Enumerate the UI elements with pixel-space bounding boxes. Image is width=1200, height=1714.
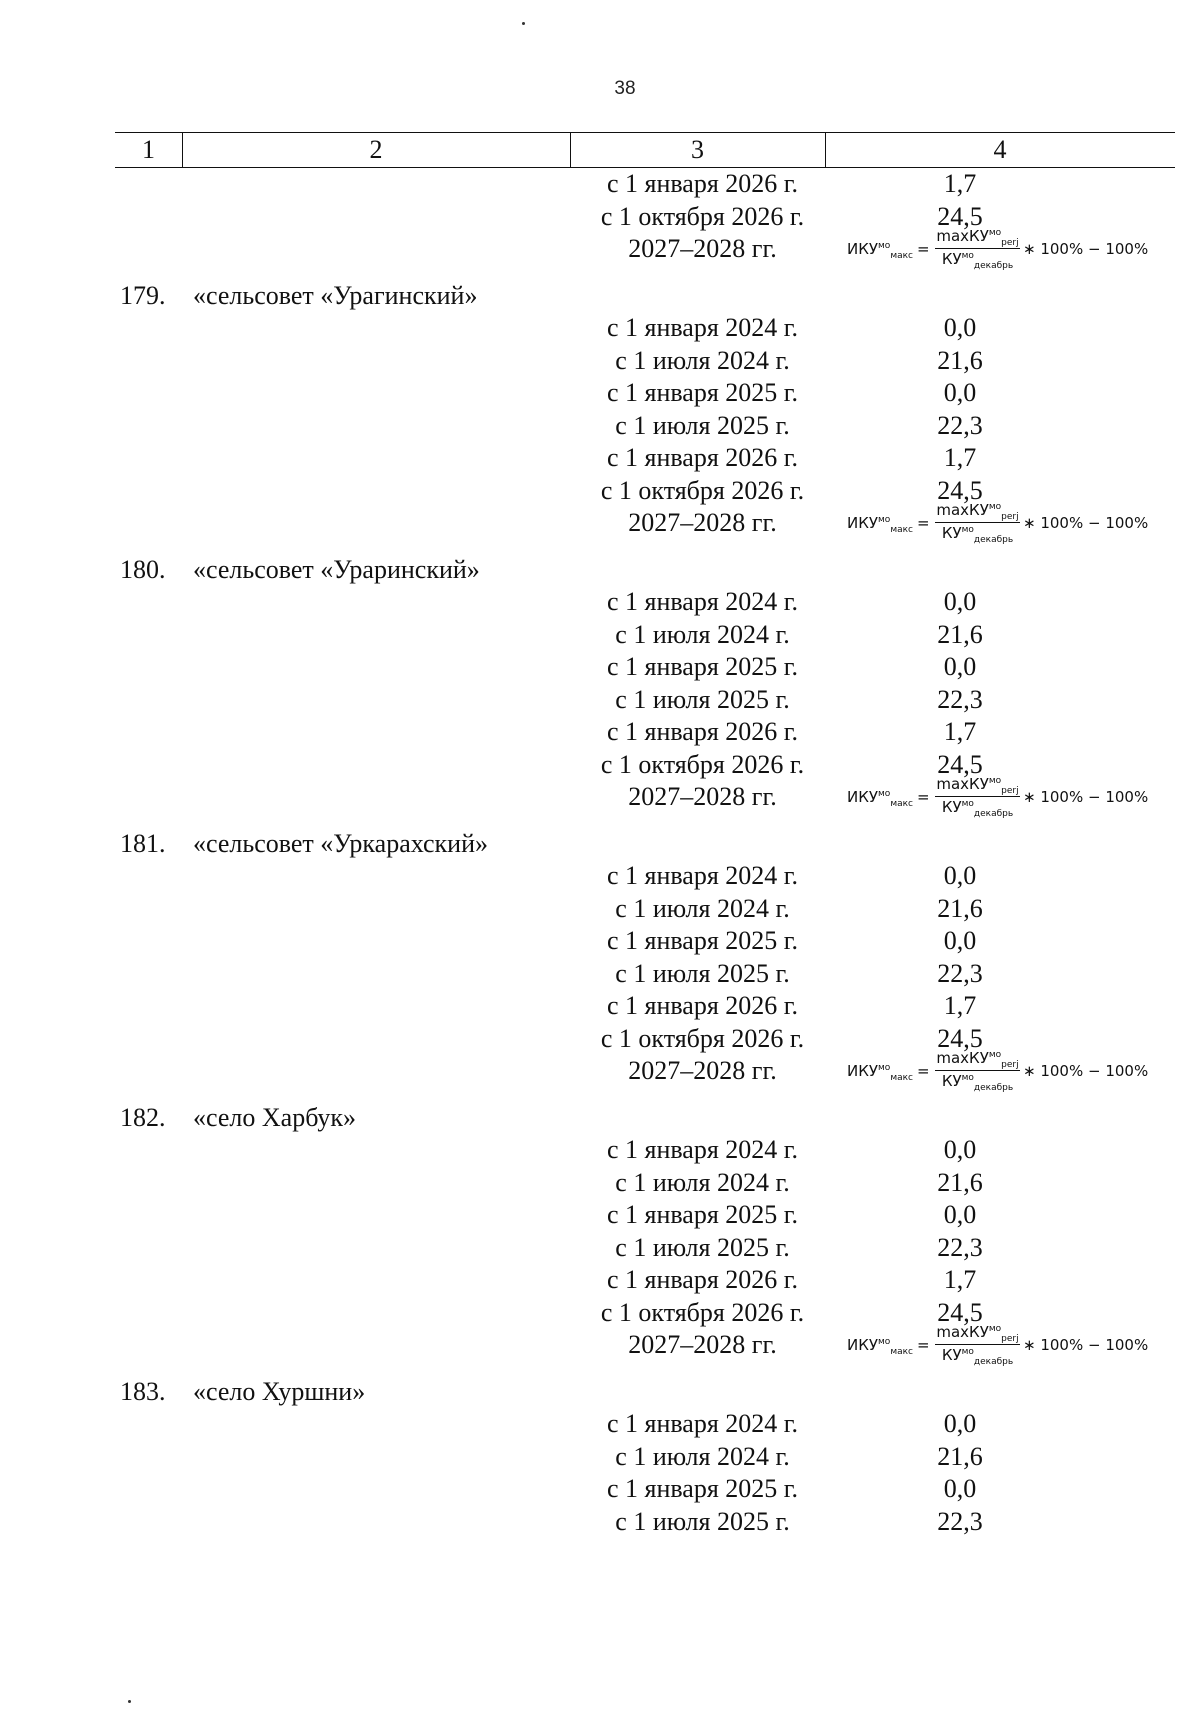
formula-tail: ∗ 100% − 100% — [1023, 240, 1149, 258]
formula-lhs-sub: макс — [890, 251, 914, 261]
formula-num-main: maxКУ — [936, 775, 989, 793]
period-date: с 1 января 2025 г. — [606, 652, 799, 681]
period-date: с 1 июля 2025 г. — [615, 410, 790, 440]
formula-den-sup: мо — [961, 1073, 974, 1083]
formula-denominator — [935, 1346, 1020, 1368]
period-date: с 1 июля 2025 г. — [615, 684, 790, 714]
period-value: 22,3 — [937, 1506, 983, 1536]
period-date: с 1 июля 2025 г. — [615, 958, 790, 988]
header-top-border — [115, 132, 1175, 133]
formula-lhs-sub: макс — [890, 799, 914, 809]
period-value: 0,0 — [943, 926, 977, 955]
period-date: с 1 октября 2026 г. — [600, 201, 805, 231]
formula-equals: = — [917, 514, 930, 532]
period-value: 1,7 — [943, 717, 977, 746]
formula-lhs-sup: мо — [878, 515, 891, 525]
formula-num-sub: perj — [1001, 512, 1019, 522]
period-date: с 1 июля 2024 г. — [615, 893, 790, 923]
formula-num-sup: мо — [988, 1324, 1002, 1334]
period-date: с 1 июля 2024 г. — [615, 1441, 790, 1471]
period-value: 21,6 — [937, 1167, 983, 1197]
period-date: с 1 июля 2024 г. — [615, 345, 790, 375]
entry-number: 182. — [120, 1102, 166, 1132]
formula-lhs — [847, 788, 914, 809]
formula-num-sup: мо — [988, 776, 1002, 786]
formula-numerator — [935, 1047, 1020, 1069]
formula-numerator — [935, 773, 1020, 795]
formula-lhs — [847, 514, 914, 535]
formula-num-sub: perj — [1001, 1334, 1019, 1344]
formula-ikumaks — [847, 225, 1147, 275]
period-value: 1,7 — [943, 991, 977, 1020]
period-value: 0,0 — [943, 378, 977, 407]
formula-ikumaks — [847, 1047, 1147, 1097]
period-value: 0,0 — [943, 652, 977, 681]
formula-lhs-sup: мо — [878, 789, 891, 799]
formula-lhs-sup: мо — [878, 1337, 891, 1347]
formula-tail: ∗ 100% − 100% — [1023, 1062, 1149, 1080]
period-value: 21,6 — [937, 893, 983, 923]
period-date: с 1 октября 2026 г. — [600, 749, 805, 779]
period-date: с 1 января 2025 г. — [606, 926, 799, 955]
formula-equals: = — [917, 788, 930, 806]
page-number: 38 — [614, 78, 636, 99]
formula-numerator — [935, 225, 1020, 247]
period-date: с 1 октября 2026 г. — [600, 475, 805, 505]
formula-den-main: КУ — [941, 524, 962, 542]
formula-lhs-main: ИКУ — [847, 1062, 879, 1080]
formula-equals: = — [917, 1336, 930, 1354]
formula-ikumaks — [847, 1321, 1147, 1371]
entry-name: «сельсовет «Ураринский» — [193, 554, 480, 584]
formula-den-sub: декабрь — [973, 535, 1014, 545]
period-value: 1,7 — [943, 169, 977, 198]
formula-lhs-sub: макс — [890, 525, 914, 535]
period-date: с 1 января 2026 г. — [606, 717, 799, 746]
formula-lhs-sup: мо — [878, 1063, 891, 1073]
formula-equals: = — [917, 240, 930, 258]
period-date: с 1 января 2024 г. — [606, 587, 799, 616]
formula-fraction — [935, 1321, 1020, 1368]
header-col-4: 4 — [993, 135, 1007, 164]
formula-num-main: maxКУ — [936, 1049, 989, 1067]
formula-equals: = — [917, 1062, 930, 1080]
period-date: с 1 января 2025 г. — [606, 1474, 799, 1503]
formula-fraction-bar — [935, 1344, 1020, 1345]
formula-denominator — [935, 524, 1020, 546]
formula-den-sup: мо — [961, 251, 974, 261]
period-date: с 1 января 2024 г. — [606, 1409, 799, 1438]
formula-denominator — [935, 250, 1020, 272]
period-date: 2027–2028 гг. — [628, 782, 777, 811]
period-date: с 1 января 2026 г. — [606, 443, 799, 472]
formula-num-sup: мо — [988, 1050, 1002, 1060]
formula-num-sub: perj — [1001, 1060, 1019, 1070]
period-value: 0,0 — [943, 587, 977, 616]
period-date: с 1 января 2025 г. — [606, 378, 799, 407]
formula-num-main: maxКУ — [936, 227, 989, 245]
formula-tail: ∗ 100% − 100% — [1023, 788, 1149, 806]
formula-num-sub: perj — [1001, 238, 1019, 248]
scan-speck — [522, 22, 525, 25]
period-value: 24,5 — [937, 475, 983, 505]
period-date: с 1 января 2024 г. — [606, 1135, 799, 1164]
period-value: 24,5 — [937, 1023, 983, 1053]
formula-tail: ∗ 100% − 100% — [1023, 514, 1149, 532]
formula-num-main: maxКУ — [936, 1323, 989, 1341]
formula-lhs-main: ИКУ — [847, 788, 879, 806]
entry-number: 180. — [120, 554, 166, 584]
formula-den-sub: декабрь — [973, 261, 1014, 271]
period-value: 24,5 — [937, 201, 983, 231]
formula-den-main: КУ — [941, 1072, 962, 1090]
period-date: с 1 октября 2026 г. — [600, 1297, 805, 1327]
formula-lhs-sup: мо — [878, 241, 891, 251]
formula-lhs — [847, 1336, 914, 1357]
entry-number: 181. — [120, 828, 166, 858]
formula-lhs-main: ИКУ — [847, 514, 879, 532]
period-date: 2027–2028 гг. — [628, 1056, 777, 1085]
period-date: 2027–2028 гг. — [628, 1330, 777, 1359]
formula-fraction — [935, 499, 1020, 546]
header-col-3: 3 — [691, 135, 704, 164]
entry-name: «сельсовет «Урагинский» — [193, 280, 478, 310]
formula-lhs-sub: макс — [890, 1073, 914, 1083]
entry-number: 179. — [120, 280, 166, 310]
formula-lhs — [847, 1062, 914, 1083]
formula-den-main: КУ — [941, 250, 962, 268]
formula-denominator — [935, 798, 1020, 820]
formula-fraction-bar — [935, 1070, 1020, 1071]
period-date: с 1 октября 2026 г. — [600, 1023, 805, 1053]
formula-den-sup: мо — [961, 799, 974, 809]
period-value: 21,6 — [937, 619, 983, 649]
period-value: 22,3 — [937, 958, 983, 988]
formula-ikumaks — [847, 499, 1147, 549]
period-date: с 1 июля 2024 г. — [615, 619, 790, 649]
formula-num-sup: мо — [988, 228, 1002, 238]
formula-fraction — [935, 225, 1020, 272]
formula-lhs-main: ИКУ — [847, 1336, 879, 1354]
entry-name: «сельсовет «Уркарахский» — [193, 828, 488, 858]
period-date: с 1 января 2024 г. — [606, 861, 799, 890]
period-value: 0,0 — [943, 1409, 977, 1438]
formula-fraction — [935, 1047, 1020, 1094]
period-value: 1,7 — [943, 1265, 977, 1294]
period-date: с 1 января 2026 г. — [606, 169, 799, 198]
period-date: с 1 января 2025 г. — [606, 1200, 799, 1229]
period-value: 0,0 — [943, 1135, 977, 1164]
formula-fraction-bar — [935, 522, 1020, 523]
period-value: 0,0 — [943, 1474, 977, 1503]
formula-den-main: КУ — [941, 798, 962, 816]
period-value: 24,5 — [937, 1297, 983, 1327]
formula-den-main: КУ — [941, 1346, 962, 1364]
period-value: 0,0 — [943, 1200, 977, 1229]
formula-fraction — [935, 773, 1020, 820]
period-value: 21,6 — [937, 1441, 983, 1471]
header-col-1: 1 — [142, 135, 155, 164]
entry-name: «село Хуршни» — [193, 1376, 366, 1406]
formula-numerator — [935, 499, 1020, 521]
formula-num-sub: perj — [1001, 786, 1019, 796]
formula-tail: ∗ 100% − 100% — [1023, 1336, 1149, 1354]
formula-den-sup: мо — [961, 1347, 974, 1357]
formula-den-sub: декабрь — [973, 809, 1014, 819]
period-value: 0,0 — [943, 861, 977, 890]
period-value: 22,3 — [937, 1232, 983, 1262]
formula-fraction-bar — [935, 796, 1020, 797]
period-date: с 1 января 2026 г. — [606, 991, 799, 1020]
period-value: 1,7 — [943, 443, 977, 472]
period-value: 0,0 — [943, 313, 977, 342]
entry-name: «село Харбук» — [193, 1102, 357, 1132]
formula-num-sup: мо — [988, 502, 1002, 512]
period-date: 2027–2028 гг. — [628, 234, 777, 263]
formula-numerator — [935, 1321, 1020, 1343]
period-value: 24,5 — [937, 749, 983, 779]
header-col-2: 2 — [369, 135, 383, 164]
period-date: с 1 июля 2025 г. — [615, 1232, 790, 1262]
formula-den-sub: декабрь — [973, 1357, 1014, 1367]
formula-lhs — [847, 240, 914, 261]
period-date: с 1 июля 2024 г. — [615, 1167, 790, 1197]
period-date: с 1 января 2024 г. — [606, 313, 799, 342]
entry-number: 183. — [120, 1376, 166, 1406]
period-date: с 1 июля 2025 г. — [615, 1506, 790, 1536]
formula-num-main: maxКУ — [936, 501, 989, 519]
formula-lhs-sub: макс — [890, 1347, 914, 1357]
formula-fraction-bar — [935, 248, 1020, 249]
scan-speck — [128, 1700, 131, 1703]
period-value: 22,3 — [937, 684, 983, 714]
formula-den-sub: декабрь — [973, 1083, 1014, 1093]
formula-den-sup: мо — [961, 525, 974, 535]
period-date: с 1 января 2026 г. — [606, 1265, 799, 1294]
period-value: 21,6 — [937, 345, 983, 375]
formula-ikumaks — [847, 773, 1147, 823]
formula-denominator — [935, 1072, 1020, 1094]
period-date: 2027–2028 гг. — [628, 508, 777, 537]
formula-lhs-main: ИКУ — [847, 240, 879, 258]
period-value: 22,3 — [937, 410, 983, 440]
